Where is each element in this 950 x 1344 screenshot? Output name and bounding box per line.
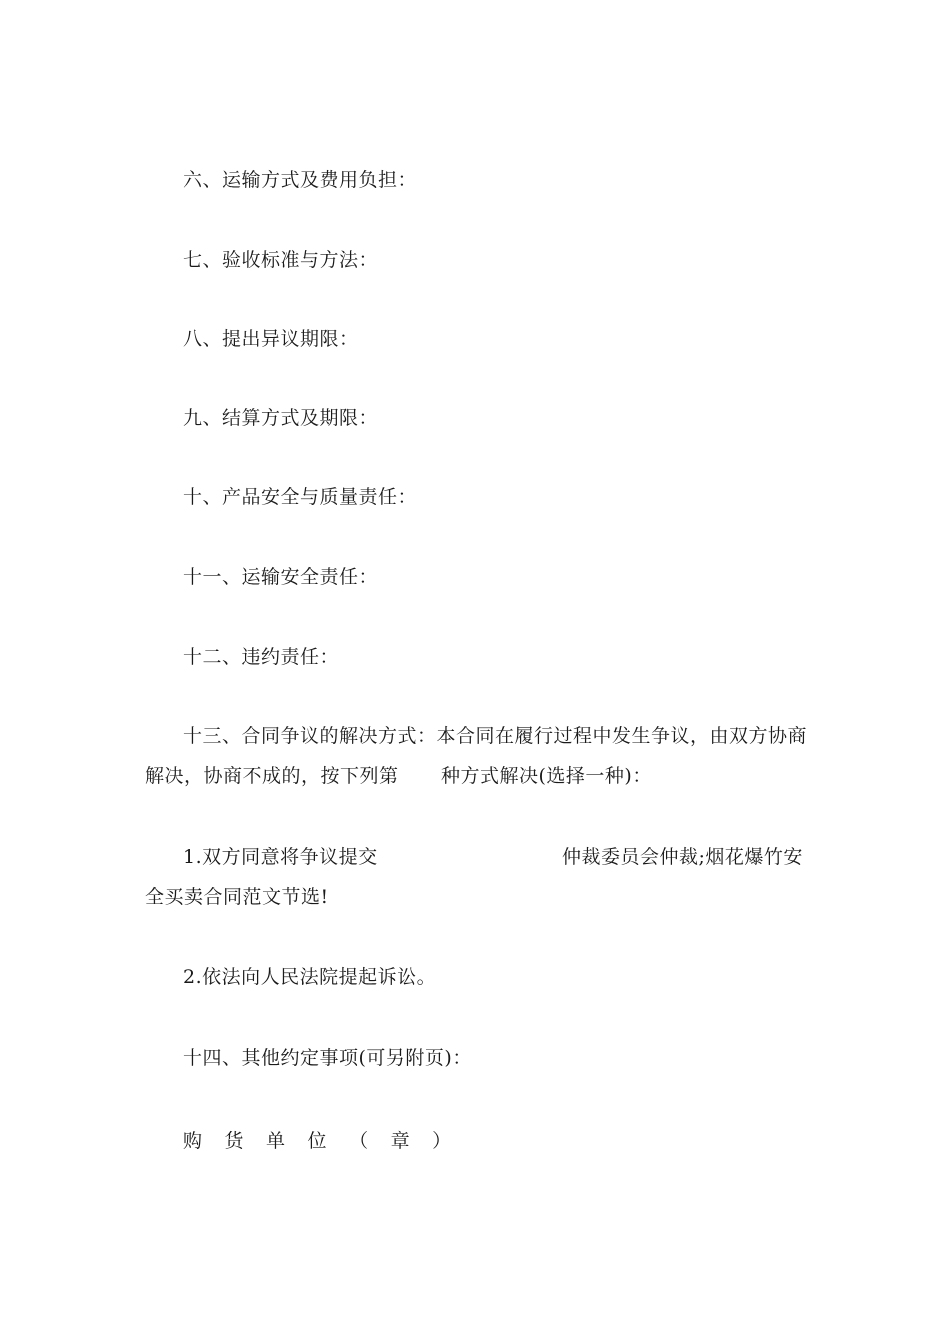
buyer-signature-line	[183, 1129, 474, 1153]
buyer-char: 货	[224, 1130, 245, 1152]
buyer-char: （	[349, 1130, 369, 1152]
clause-6: 六、运输方式及费用负担：	[183, 169, 418, 191]
clause-13-line2b: 种方式解决(选择一种)：	[441, 765, 652, 787]
option-2: 2.依法向人民法院提起诉讼。	[183, 966, 437, 988]
clause-7: 七、验收标准与方法：	[183, 249, 379, 271]
buyer-char: 章	[390, 1130, 411, 1152]
clause-13-line1: 十三、合同争议的解决方式：本合同在履行过程中发生争议，由双方协商	[183, 725, 808, 747]
clause-8: 八、提出异议期限：	[183, 328, 359, 350]
clause-9: 九、结算方式及期限：	[183, 407, 379, 429]
clause-12: 十二、违约责任：	[183, 646, 340, 668]
buyer-char: ）	[432, 1130, 452, 1152]
clause-10: 十、产品安全与质量责任：	[183, 486, 418, 508]
buyer-char: 单	[266, 1130, 286, 1152]
option-1-line1b: 仲裁委员会仲裁;烟花爆竹安	[562, 846, 803, 868]
buyer-char: 购	[183, 1130, 203, 1152]
clause-14: 十四、其他约定事项(可另附页)：	[183, 1047, 472, 1069]
clause-13-line2a: 解决，协商不成的，按下列第	[145, 765, 399, 787]
option-1-line2: 全买卖合同范文节选!	[145, 886, 329, 908]
buyer-char: 位	[307, 1130, 328, 1152]
clause-11: 十一、运输安全责任：	[183, 566, 379, 588]
option-1-line1a: 1.双方同意将争议提交	[183, 846, 378, 868]
